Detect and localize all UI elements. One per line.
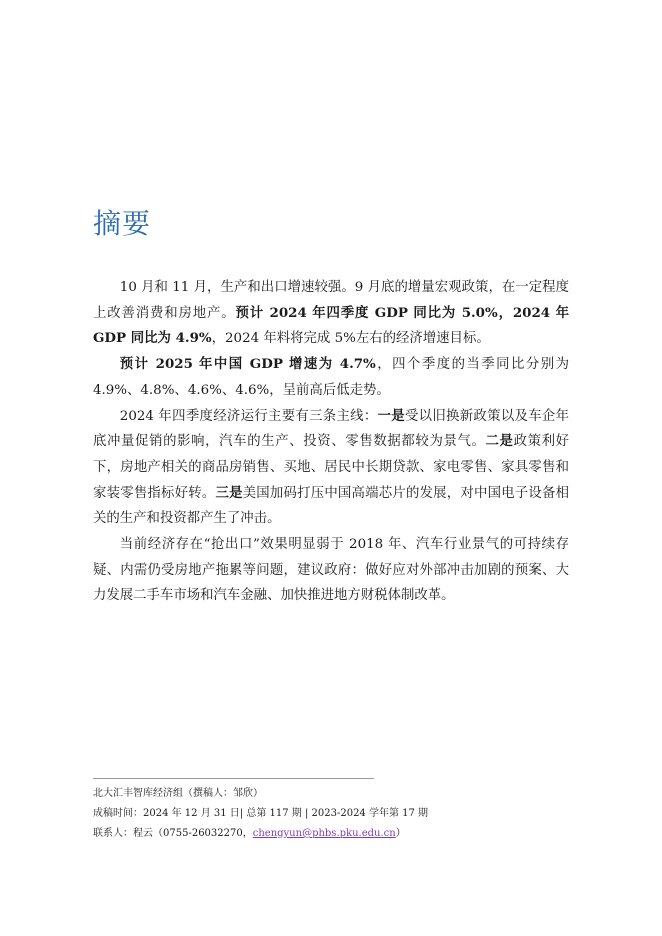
abstract-body <box>93 275 569 609</box>
paragraph-2 <box>93 352 569 403</box>
paragraph-4 <box>93 532 569 609</box>
paragraph-text: 10 月和 11 月，生产和出口增速较强。9 月底的增量宏观政策，在一定程度上改善消费和房地产。 <box>93 280 569 321</box>
footer-contact-line <box>93 824 428 844</box>
paragraph-text: 受以旧换新政策以及车企年底冲量促销的影响，汽车的生产、投资、零售数据都较为景气。 <box>93 408 569 450</box>
paragraph-text: 美国加码打压中国高端芯片的发展，对中国电子设备相关的生产和投资都产生了冲击。 <box>93 485 570 527</box>
bold-marker-text: 三是 <box>215 484 243 501</box>
bold-marker-text: 一是 <box>377 407 405 424</box>
contact-suffix: ） <box>395 828 406 839</box>
paragraph-text: ，2024 年料将完成 5%左右的经济增速目标。 <box>211 331 490 347</box>
footer <box>93 784 428 844</box>
paragraph-text: 2024 年四季度经济运行主要有三条主线： <box>119 408 378 424</box>
contact-prefix: 联系人：程云（0755-26032270， <box>93 828 253 839</box>
contact-email-link[interactable]: chengyun@phbs.pku.edu.cn <box>252 828 396 839</box>
paragraph-text: 当前经济存在“抢出口”效果明显弱于 2018 年、汽车行业景气的可持续存疑、内需仍受房地产拖累等问题，建议政府：做好应对外部冲击加剧的预案、大力发展二手车市场和汽车金融、加快推进地方财税体制改革。 <box>93 537 569 604</box>
paragraph-text: ，四个季度的当季同比分别为 4.9%、4.8%、4.6%、4.6%，呈前高后低走势。 <box>93 357 569 398</box>
footer-divider <box>93 778 374 779</box>
paragraph-text: 政策利好下，房地产相关的商品房销售、买地、居民中长期贷款、家电零售、家具零售和家装零售指标好转。 <box>93 434 570 501</box>
bold-marker-text: 二是 <box>485 433 514 450</box>
bold-forecast-text: 预计 2024 年四季度 GDP 同比为 5.0%，2024 年 GDP 同比为 4.9% <box>93 304 569 347</box>
footer-date-line: 成稿时间：2024 年 12 月 31 日| 总第 117 期 | 2023-2024 学年第 17 期 <box>93 808 429 819</box>
page-title: 摘要 <box>93 207 152 240</box>
footer-author-line: 北大汇丰智库经济组（撰稿人：邹欣） <box>93 788 263 799</box>
bold-forecast-text: 预计 2025 年中国 GDP 增速为 4.7% <box>119 356 376 373</box>
paragraph-1 <box>93 275 569 352</box>
paragraph-3 <box>93 404 569 533</box>
